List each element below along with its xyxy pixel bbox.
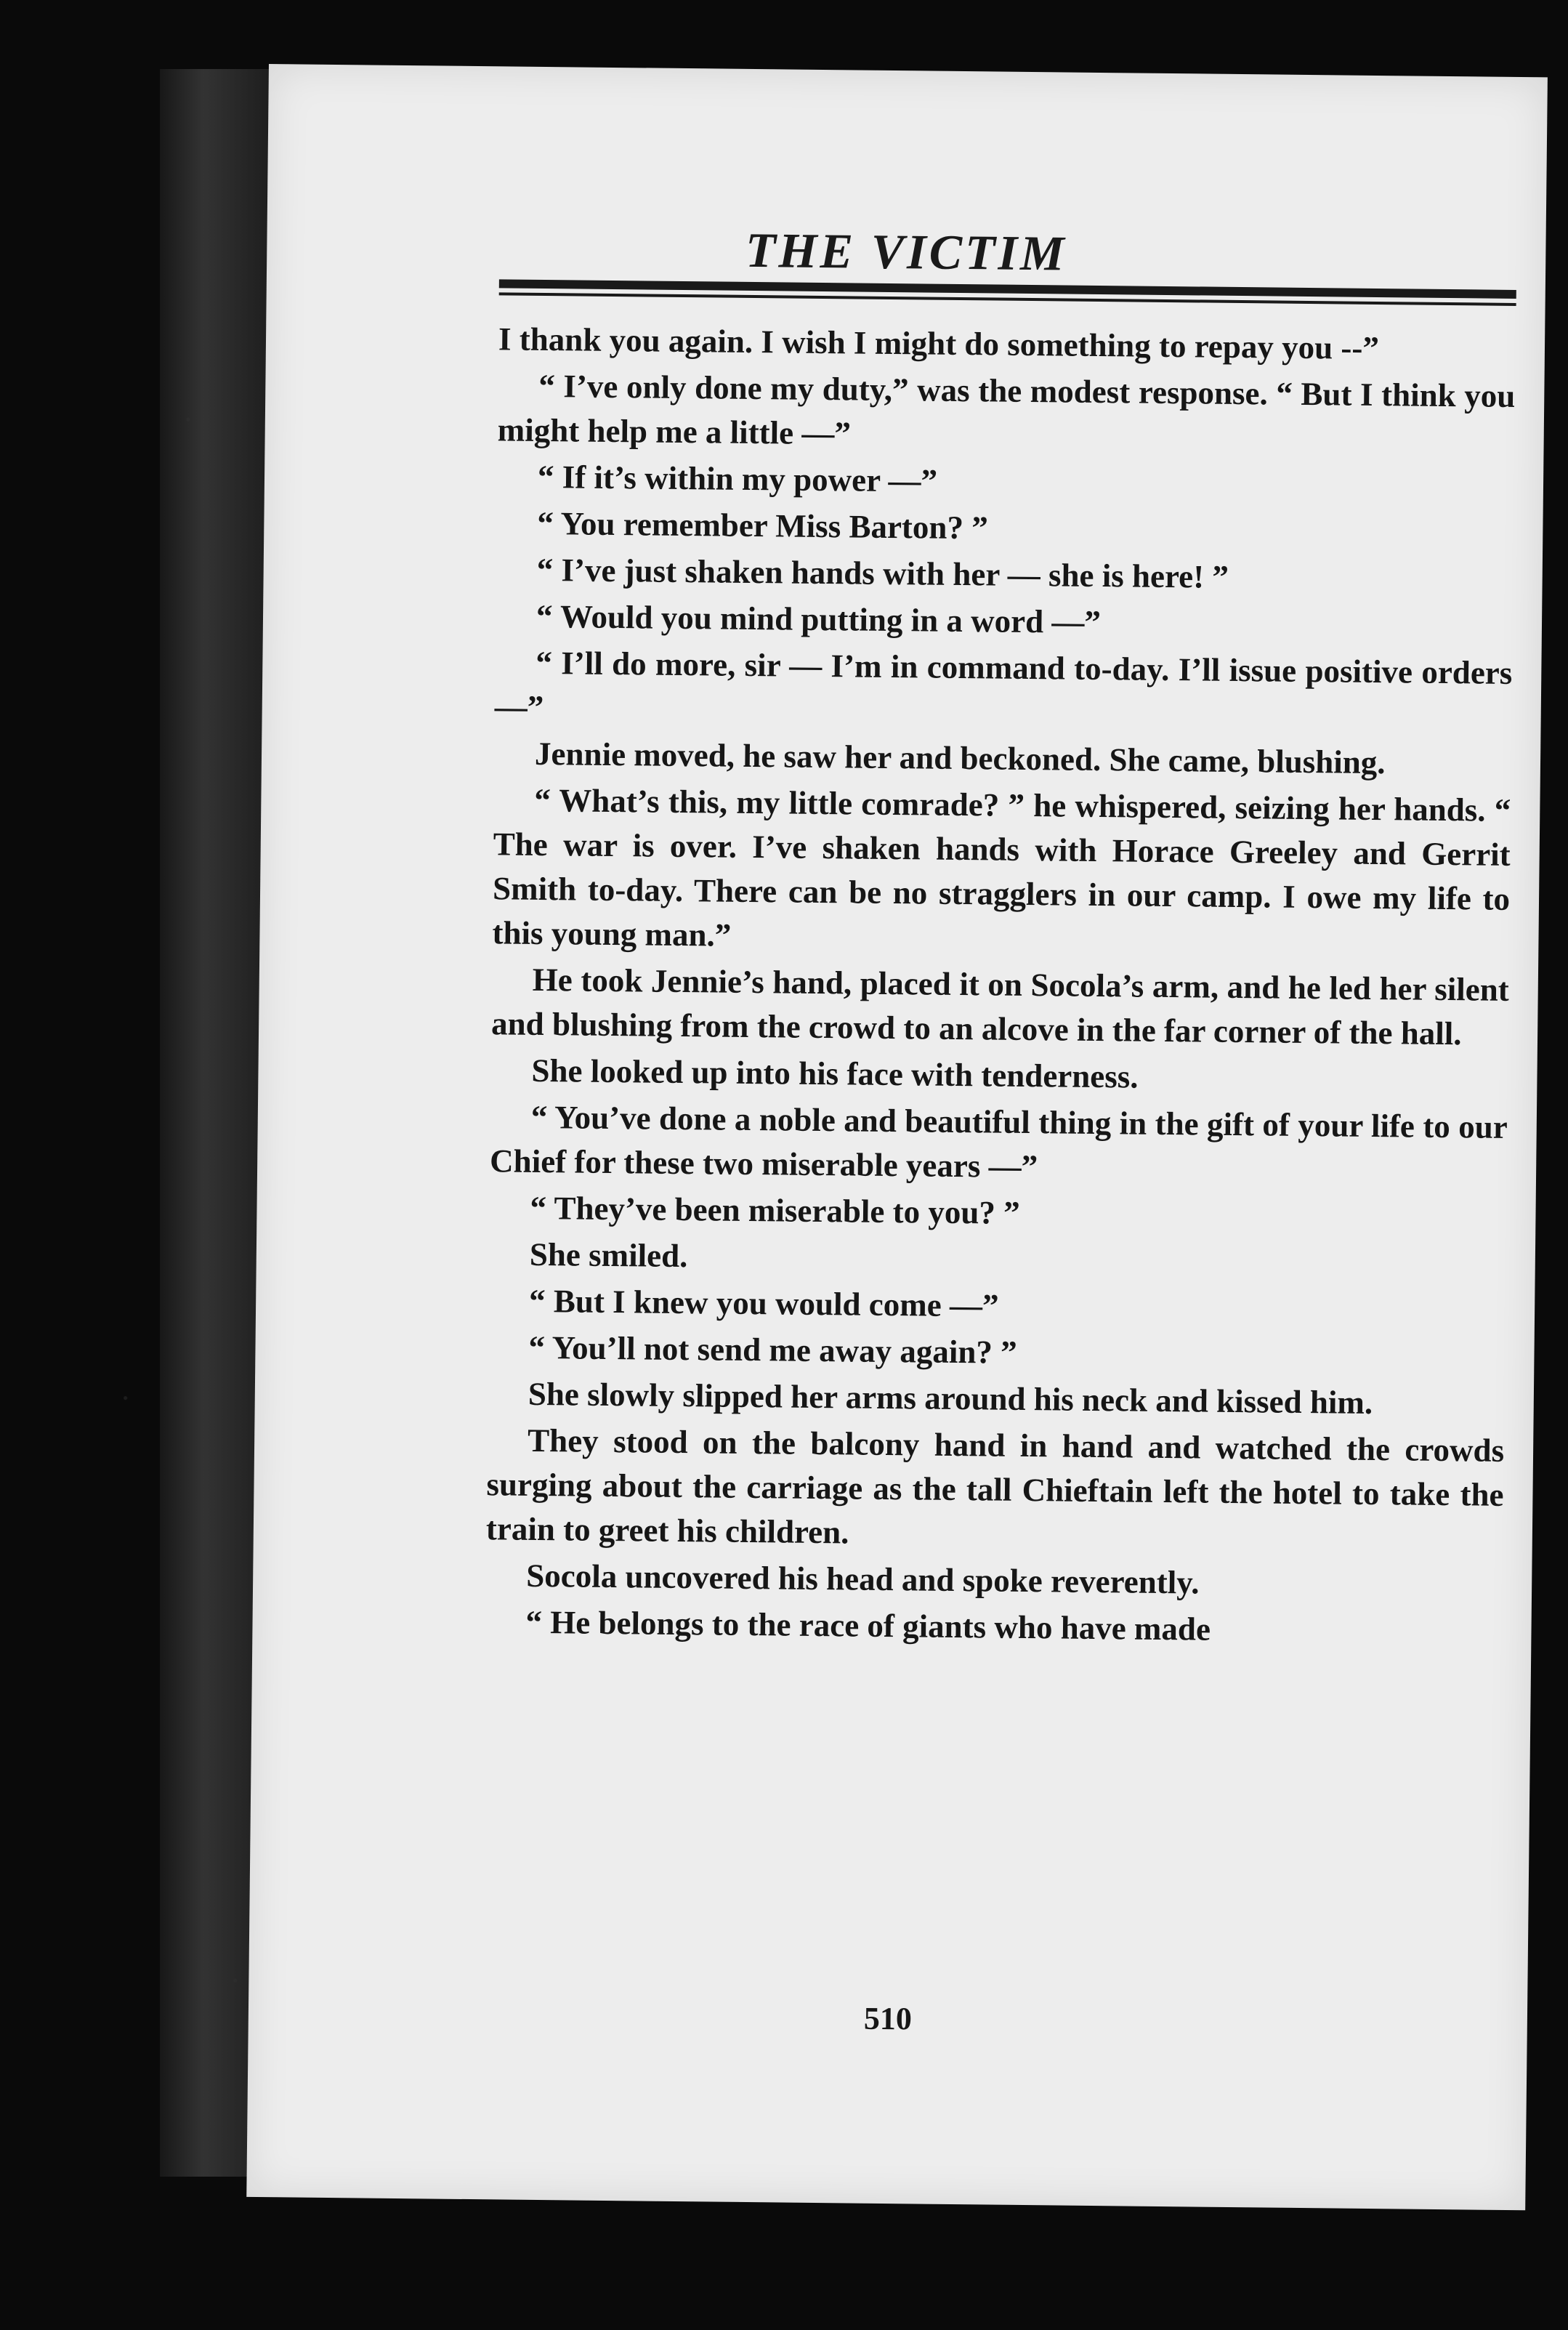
paragraph: She slowly slipped her arms around his neck and kissed him. bbox=[528, 1375, 1373, 1422]
body-text bbox=[485, 317, 1516, 1657]
paragraph: “ I’ve just shaken hands with her — she is here! ” bbox=[536, 551, 1229, 595]
paragraph: Jennie moved, he saw her and beckoned. She came, blushing. bbox=[534, 735, 1386, 781]
paragraph: “ They’ve been miserable to you? ” bbox=[530, 1189, 1020, 1231]
page-number: 510 bbox=[863, 2000, 913, 2037]
paragraph: Socola uncovered his head and spoke reverently. bbox=[525, 1557, 1200, 1601]
paragraph: “ You remember Miss Barton? ” bbox=[537, 504, 988, 547]
paragraph: “ If it’s within my power —” bbox=[537, 458, 938, 499]
paragraph: I thank you again. I wish I might do something to repay you --” bbox=[498, 321, 1380, 367]
paragraph: “ He belongs to the race of giants who have made bbox=[525, 1603, 1211, 1648]
paragraph: They stood on the balcony hand in hand and watched the crowds surging about the carriage as the tall Chieftain left the hotel to take the train to greet his children. bbox=[485, 1422, 1505, 1551]
running-head: THE VICTIM bbox=[745, 222, 1067, 281]
paragraph: She looked up into his face with tenderness. bbox=[531, 1052, 1139, 1095]
paragraph: He took Jennie’s hand, placed it on Socola’s arm, and he led her silent and blushing from the crowd to an alcove in the far corner of the hall. bbox=[490, 961, 1510, 1052]
paragraph: She smiled. bbox=[529, 1235, 688, 1275]
paragraph: “ I’ll do more, sir — I’m in command to-day. I’ll issue positive orders —” bbox=[494, 644, 1513, 726]
paragraph: “ I’ve only done my duty,” was the modest response. “ But I think you might help me a little —” bbox=[497, 367, 1516, 452]
book-page bbox=[246, 64, 1548, 2210]
paragraph: “ You’ve done a noble and beautiful thing in the gift of your life to our Chief for these two miserable years —” bbox=[489, 1098, 1508, 1185]
paragraph: “ What’s this, my little comrade? ” he whispered, seizing her hands. “ The war is over. I’ve shaken hands with Horace Greeley and Gerrit Smith to-day. There can be no stragglers in our camp. I owe my life to this young man.” bbox=[492, 781, 1511, 954]
paragraph: “ Would you mind putting in a word —” bbox=[536, 597, 1102, 641]
paragraph: “ But I knew you would come —” bbox=[528, 1282, 999, 1324]
paragraph: “ You’ll not send me away again? ” bbox=[528, 1329, 1017, 1371]
